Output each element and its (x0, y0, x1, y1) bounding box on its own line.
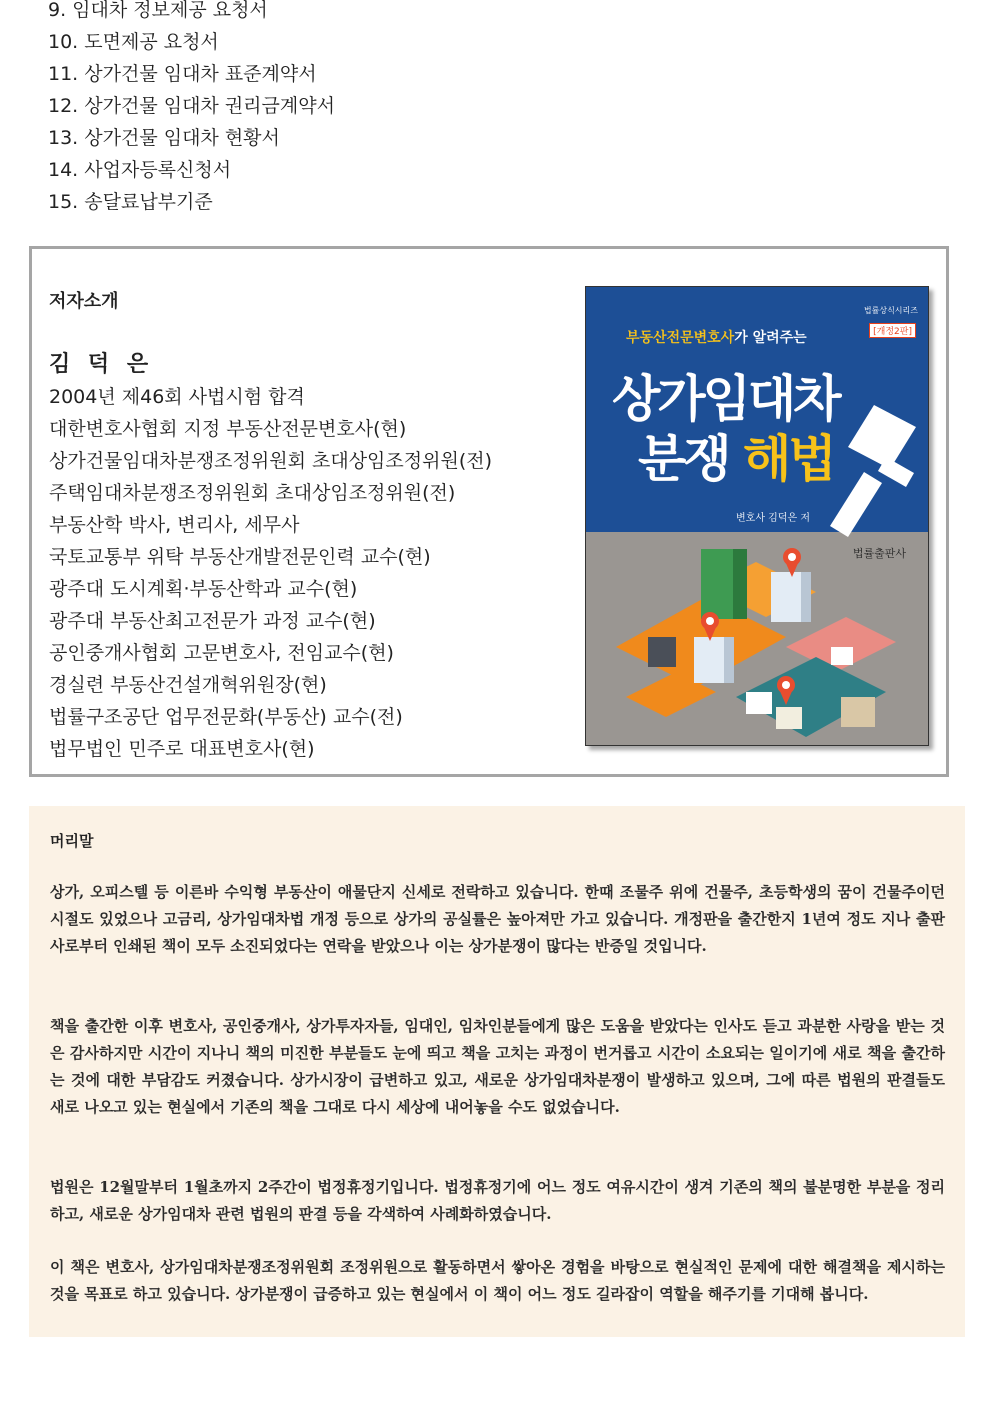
credential-item: 2004년 제46회 사법시험 합격 (49, 386, 305, 408)
credential-item: 광주대 부동산최고전문가 과정 교수(현) (49, 610, 376, 632)
author-name: 김 덕 은 (49, 352, 154, 377)
credential-item: 부동산학 박사, 변리사, 세무사 (49, 514, 300, 536)
credential-item: 경실련 부동산건설개혁위원장(현) (49, 674, 327, 696)
cover-title-line2 (638, 419, 834, 491)
book-cover-image (585, 286, 929, 746)
cover-byline: 변호사 김덕은 저 (736, 513, 810, 524)
list-item: 14. 사업자등록신청서 (48, 159, 232, 181)
credential-list (49, 381, 492, 765)
preface-paragraph: 상가, 오피스텔 등 이른바 수익형 부동산이 애물단지 신세로 전락하고 있습니다. 한때 조물주 위에 건물주, 초등학생의 꿈이 건물주이던 시절도 있었으나 고금리, 상가임대차법 개정 등으로 상가의 공실률은 높아져만 가고 있습니다. 개정판을 출간한지 1년여 정도 지나 출판사로부터 인쇄된 책이 모두 소진되었다는 연락을 받았으나 이는 상가분쟁이 많다는 반증일 것입니다. (50, 883, 945, 955)
preface-paragraph: 이 책은 변호사, 상가임대차분쟁조정위원회 조정위원으로 활동하면서 쌓아온 경험을 바탕으로 현실적인 문제에 대한 해결책을 제시하는 것을 목표로 하고 있습니다. 상가분쟁이 급증하고 있는 현실에서 이 책이 어느 정도 길라잡이 역할을 해주기를 기대해 봅니다. (50, 1258, 945, 1303)
title-highlight: 해법 (743, 430, 834, 488)
author-heading: 저자소개 (49, 291, 119, 312)
credential-item: 공인중개사협회 고문변호사, 전임교수(현) (49, 642, 394, 664)
subtitle-rest: 가 알려주는 (734, 330, 807, 346)
credential-item: 국토교통부 위탁 부동산개발전문인력 교수(현) (49, 546, 431, 568)
preface-section (29, 806, 965, 1337)
title-part: 분쟁 (638, 430, 744, 488)
preface-paragraph: 법원은 12월말부터 1월초까지 2주간이 법정휴정기입니다. 법정휴정기에 어느 정도 여유시간이 생겨 기존의 책의 불분명한 부분을 정리하고, 새로운 상가임대차 관련 법원의 판결 등을 각색하여 사례화하였습니다. (50, 1178, 945, 1223)
cover-title-line1: 상가임대차 (612, 370, 839, 428)
list-item: 9. 임대차 정보제공 요청서 (48, 0, 268, 21)
preface-title: 머리말 (50, 832, 94, 850)
subtitle-highlight: 부동산전문변호사 (626, 330, 735, 346)
credential-item: 법률구조공단 업무전문화(부동산) 교수(전) (49, 706, 403, 728)
credential-item: 상가건물임대차분쟁조정위원회 초대상임조정위원(전) (49, 450, 493, 472)
appendix-list (48, 0, 335, 218)
preface-paragraph: 책을 출간한 이후 변호사, 공인중개사, 상가투자자들, 임대인, 임차인분들에게 많은 도움을 받았다는 인사도 듣고 과분한 사랑을 받는 것은 감사하지만 시간이 지나니 책의 미진한 부분들도 눈에 띄고 책을 고치는 과정이 번거롭고 시간이 소요되는 일이기에 새로 책을 출간하는 것에 대한 부담감도 커졌습니다. 상가시장이 급변하고 있고, 새로운 상가임대차분쟁이 발생하고 있으며, 그에 따른 법원의 판결들도 새로 나오고 있는 현실에서 기존의 책을 그대로 다시 세상에 내어놓을 수도 없었습니다. (50, 1017, 945, 1116)
list-item: 12. 상가건물 임대차 권리금계약서 (48, 95, 335, 117)
cover-subtitle (626, 327, 807, 347)
author-section (29, 246, 949, 777)
credential-item: 주택임대차분쟁조정위원회 초대상임조정위원(전) (49, 482, 456, 504)
list-item: 10. 도면제공 요청서 (48, 31, 219, 53)
publisher-logo: 법률출판사 (852, 547, 906, 560)
list-item: 15. 송달료납부기준 (48, 191, 213, 213)
credential-item: 광주대 도시계획·부동산학과 교수(현) (49, 578, 358, 600)
credential-item: 법무법인 민주로 대표변호사(현) (49, 738, 315, 760)
list-item: 11. 상가건물 임대차 표준계약서 (48, 63, 317, 85)
series-label: 법률상식시리즈 (863, 306, 918, 315)
edition-badge: [개정2판] (869, 323, 916, 338)
credential-item: 대한변호사협회 지정 부동산전문변호사(현) (49, 418, 407, 440)
list-item: 13. 상가건물 임대차 현황서 (48, 127, 280, 149)
